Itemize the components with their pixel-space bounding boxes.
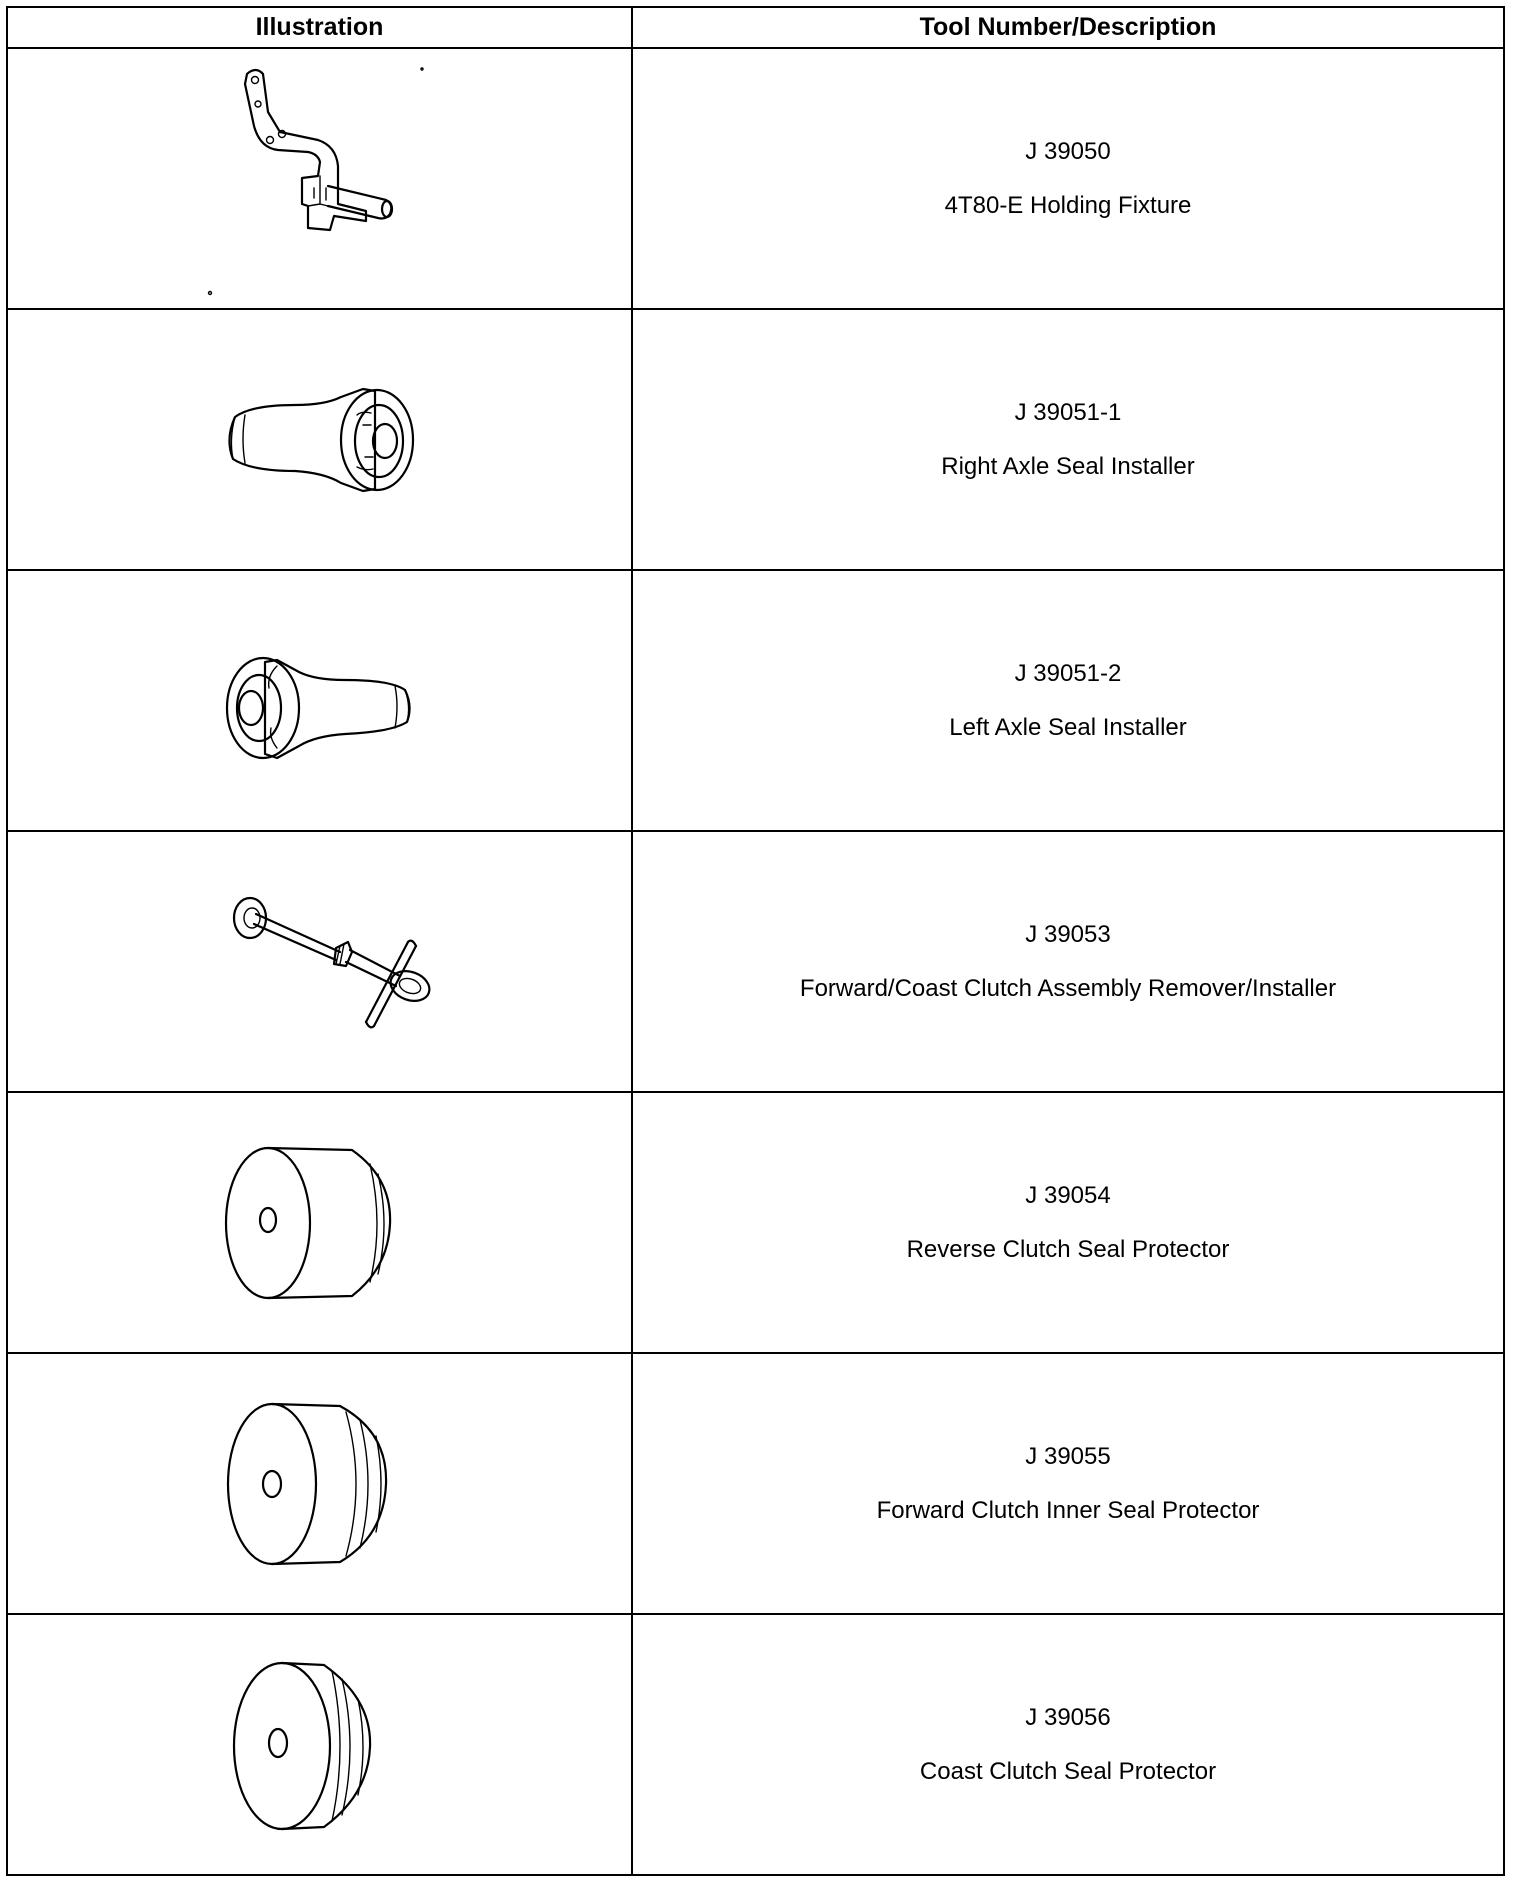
tool-description: Forward/Coast Clutch Assembly Remover/Installer <box>799 974 1337 1002</box>
illustration-cell <box>7 48 632 309</box>
reverse-clutch-seal-protector-illustration <box>220 1138 420 1308</box>
table-row <box>7 1614 1504 1875</box>
special-tools-table <box>6 6 1505 1876</box>
tool-number: J 39055 <box>1025 1442 1111 1470</box>
table-header-row <box>7 7 1504 48</box>
tool-description: Right Axle Seal Installer <box>941 452 1195 480</box>
table-row <box>7 1353 1504 1614</box>
clutch-remover-installer-illustration <box>200 882 440 1042</box>
tool-info-cell <box>632 1614 1504 1875</box>
coast-clutch-seal-protector-illustration <box>220 1655 420 1835</box>
right-axle-seal-installer-illustration <box>205 375 435 505</box>
tool-info-cell <box>632 1353 1504 1614</box>
tool-info-cell <box>632 831 1504 1092</box>
tool-description: Left Axle Seal Installer <box>949 713 1187 741</box>
tool-number: J 39051-1 <box>1014 398 1122 426</box>
illustration-cell <box>7 1353 632 1614</box>
illustration-cell <box>7 309 632 570</box>
tool-description: 4T80-E Holding Fixture <box>944 191 1192 219</box>
table-row <box>7 48 1504 309</box>
illustration-cell <box>7 831 632 1092</box>
illustration-cell <box>7 1614 632 1875</box>
tool-number: J 39051-2 <box>1014 659 1122 687</box>
tool-description: Reverse Clutch Seal Protector <box>906 1235 1230 1263</box>
table-row <box>7 570 1504 831</box>
table-row <box>7 831 1504 1092</box>
table-row <box>7 309 1504 570</box>
tool-info-cell <box>632 570 1504 831</box>
holding-fixture-illustration <box>190 56 450 301</box>
header-illustration: Illustration <box>7 7 632 48</box>
tool-description: Forward Clutch Inner Seal Protector <box>876 1496 1260 1524</box>
tool-info-cell <box>632 48 1504 309</box>
header-tool-number-description: Tool Number/Description <box>632 7 1504 48</box>
tool-number: J 39056 <box>1025 1703 1111 1731</box>
tool-number: J 39050 <box>1025 137 1111 165</box>
tool-info-cell <box>632 1092 1504 1353</box>
tool-number: J 39054 <box>1025 1181 1111 1209</box>
tool-number: J 39053 <box>1025 920 1111 948</box>
tool-description: Coast Clutch Seal Protector <box>919 1757 1217 1785</box>
table-row <box>7 1092 1504 1353</box>
illustration-cell <box>7 570 632 831</box>
illustration-cell <box>7 1092 632 1353</box>
forward-clutch-inner-seal-protector-illustration <box>220 1396 420 1571</box>
tool-info-cell <box>632 309 1504 570</box>
left-axle-seal-installer-illustration <box>205 636 435 766</box>
